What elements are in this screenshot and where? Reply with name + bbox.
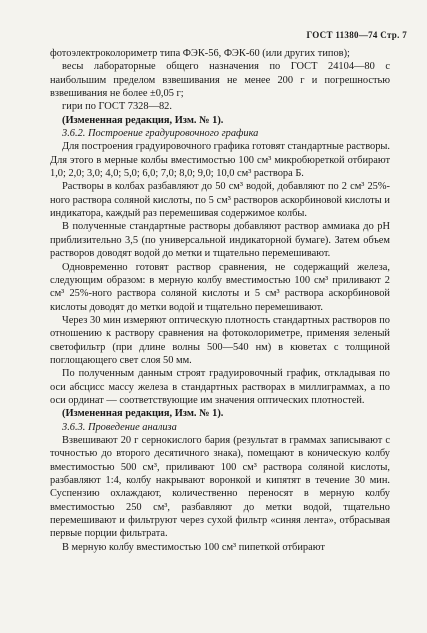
paragraph: фотоэлектроколориметр типа ФЭК-56, ФЭК-60 (или других типов);: [50, 48, 350, 59]
paragraph: В мерную колбу вместимостью 100 см³ пипеткой отбирают: [62, 541, 325, 553]
section-heading: 3.6.3. Проведение анализа: [62, 421, 177, 433]
paragraph: Растворы в колбах разбавляют до 50 см³ водой, добавляют по 2 см³ 25%-ного раствора соляной кислоты, по 5 см³ растворов аскорбиновой кислоты и индикатора, каждый раз перемешивая содержимое колбы.: [50, 181, 390, 220]
paragraph: Через 30 мин измеряют оптическую плотность стандартных растворов по отношению к раствору сравнения на фотоколориметре, применяя зеленый светофильтр (при длине волны 500—540 нм) в кюветах с толщиной поглощающего свет слоя 50 мм.: [50, 314, 390, 366]
amendment-note: (Измененная редакция, Изм. № 1).: [62, 114, 224, 126]
paragraph: В полученные стандартные растворы добавляют раствор аммиака до pH приблизительно 3,5 (по универсальной индикаторной бумаге). Затем объем растворов доводят водой до метки и тщательно перемешивают.: [50, 221, 390, 260]
paragraph: Одновременно готовят раствор сравнения, не содержащий железа, следующим образом: в мерную колбу вместимостью 100 см³ приливают 2 см³ 25%-ного раствора соляной кислоты и 5 см³ раствора аскорбиновой кислоты доводят до метки водой и тщательно перемешивают.: [50, 261, 390, 313]
amendment-note: (Измененная редакция, Изм. № 1).: [62, 408, 224, 420]
paragraph: гири по ГОСТ 7328—82.: [62, 101, 172, 113]
paragraph: По полученным данным строят градуировочный график, откладывая по оси абсцисс массу железа в стандартных растворах в миллиграммах, а по оси ординат — соответствующие им значения оптических плотностей.: [50, 368, 390, 406]
section-heading: 3.6.2. Построение градуировочного графика: [62, 128, 259, 140]
paragraph: Для построения градуировочного графика готовят стандартные растворы. Для этого в мерные колбы вместимостью 100 см³ микробюреткой отбирают 1,0; 2,0; 3,0; 4,0; 5,0; 6,0; 7,0; 8,0; 9,0; 10,0 см³ раствора Б.: [50, 141, 390, 180]
paragraph: Взвешивают 20 г сернокислого бария (результат в граммах записывают с точностью до второго десятичного знака), помещают в коническую колбу вместимостью 500 см³, приливают 100 см³ раствора соляной кислоты, разбавляют 1:4, колбу накрывают воронкой и кипятят в течение 30 мин. Суспензию охлаждают, количественно переносят в мерную колбу вместимостью 250 см³, разбавляют до метки водой, тщательно перемешивают и фильтруют через сухой фильтр «синяя лента», отбрасывая первые порции фильтрата.: [50, 434, 390, 540]
document-body: [50, 47, 390, 554]
page-header: ГОСТ 11380—74 Стр. 7: [306, 30, 407, 40]
paragraph: весы лабораторные общего назначения по ГОСТ 24104—80 с наибольшим пределом взвешивания не менее 200 г и погрешностью взвешивания не более ±0,05 г;: [50, 61, 390, 100]
